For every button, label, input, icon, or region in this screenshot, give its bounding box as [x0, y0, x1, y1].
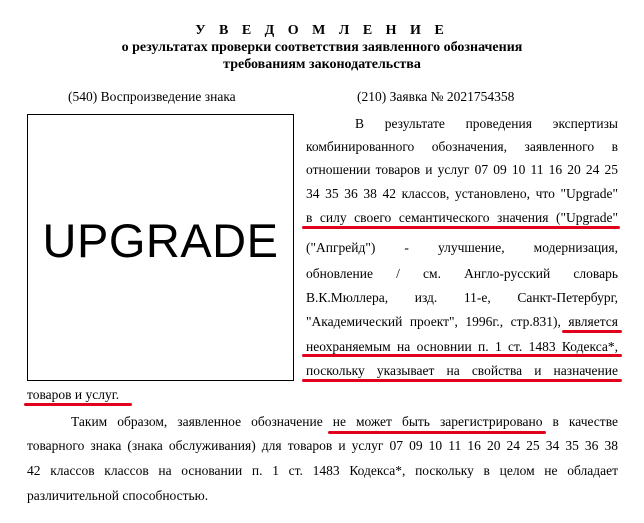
trademark-wordmark: UPGRADE: [42, 214, 279, 267]
text-line: 42 классов классов на основании п. 1 ст. 1483 Кодекса*, поскольку в целом не обладает: [27, 463, 618, 478]
text-line: отношении товаров и услуг 07 09 10 11 16 20 24 25: [306, 162, 618, 177]
text-line: ("Апгрейд") - улучшение, модернизация,: [306, 240, 618, 255]
text-line: обновление / см. Англо-русский словарь: [306, 266, 618, 281]
trademark-image: [27, 114, 294, 381]
highlight-underline: [302, 354, 622, 357]
highlight-underline: [562, 330, 622, 333]
highlight-underline: [302, 226, 620, 229]
text-line: 34 35 36 38 42 классов, установлено, что "Upgrade": [306, 186, 618, 201]
highlight-underline: [328, 431, 546, 434]
mark-reproduction-heading: (540) Воспроизведение знака: [68, 89, 236, 104]
text-line: комбинированного обозначения, заявленного в: [306, 139, 618, 154]
notice-subtitle-2: требованиям законодательства: [223, 57, 421, 72]
text-line: Таким образом, заявленное обозначение не может быть зарегистрировано в качестве: [71, 414, 618, 429]
notice-subtitle: о результатах проверки соответствия заявленного обозначения: [121, 40, 523, 55]
text-line: товаров и услуг.: [27, 387, 120, 402]
text-line: "Академический проект", 1996г., стр.831), является: [306, 314, 618, 329]
text-line: В результате проведения экспертизы: [355, 116, 618, 131]
notice-title: У В Е Д О М Л Е Н И Е: [195, 23, 449, 38]
application-number: (210) Заявка № 2021754358: [357, 89, 515, 104]
text-line: В.К.Мюллера, изд. 11-е, Санкт-Петербург,: [306, 290, 618, 305]
text-line: различительной способностью.: [27, 488, 209, 503]
text-line: товарного знака (знака обслуживания) для товаров и услуг 07 09 10 11 16 20 24 25 34 35 36 38: [27, 438, 618, 453]
highlight-underline: [24, 403, 132, 406]
text-line: поскольку указывает на свойства и назначение: [306, 363, 618, 378]
text-line: в силу своего семантического значения ("Upgrade": [306, 210, 618, 225]
highlight-underline: [302, 379, 622, 382]
text-line: неохраняемым на основнии п. 1 ст. 1483 Кодекса*,: [306, 339, 618, 354]
